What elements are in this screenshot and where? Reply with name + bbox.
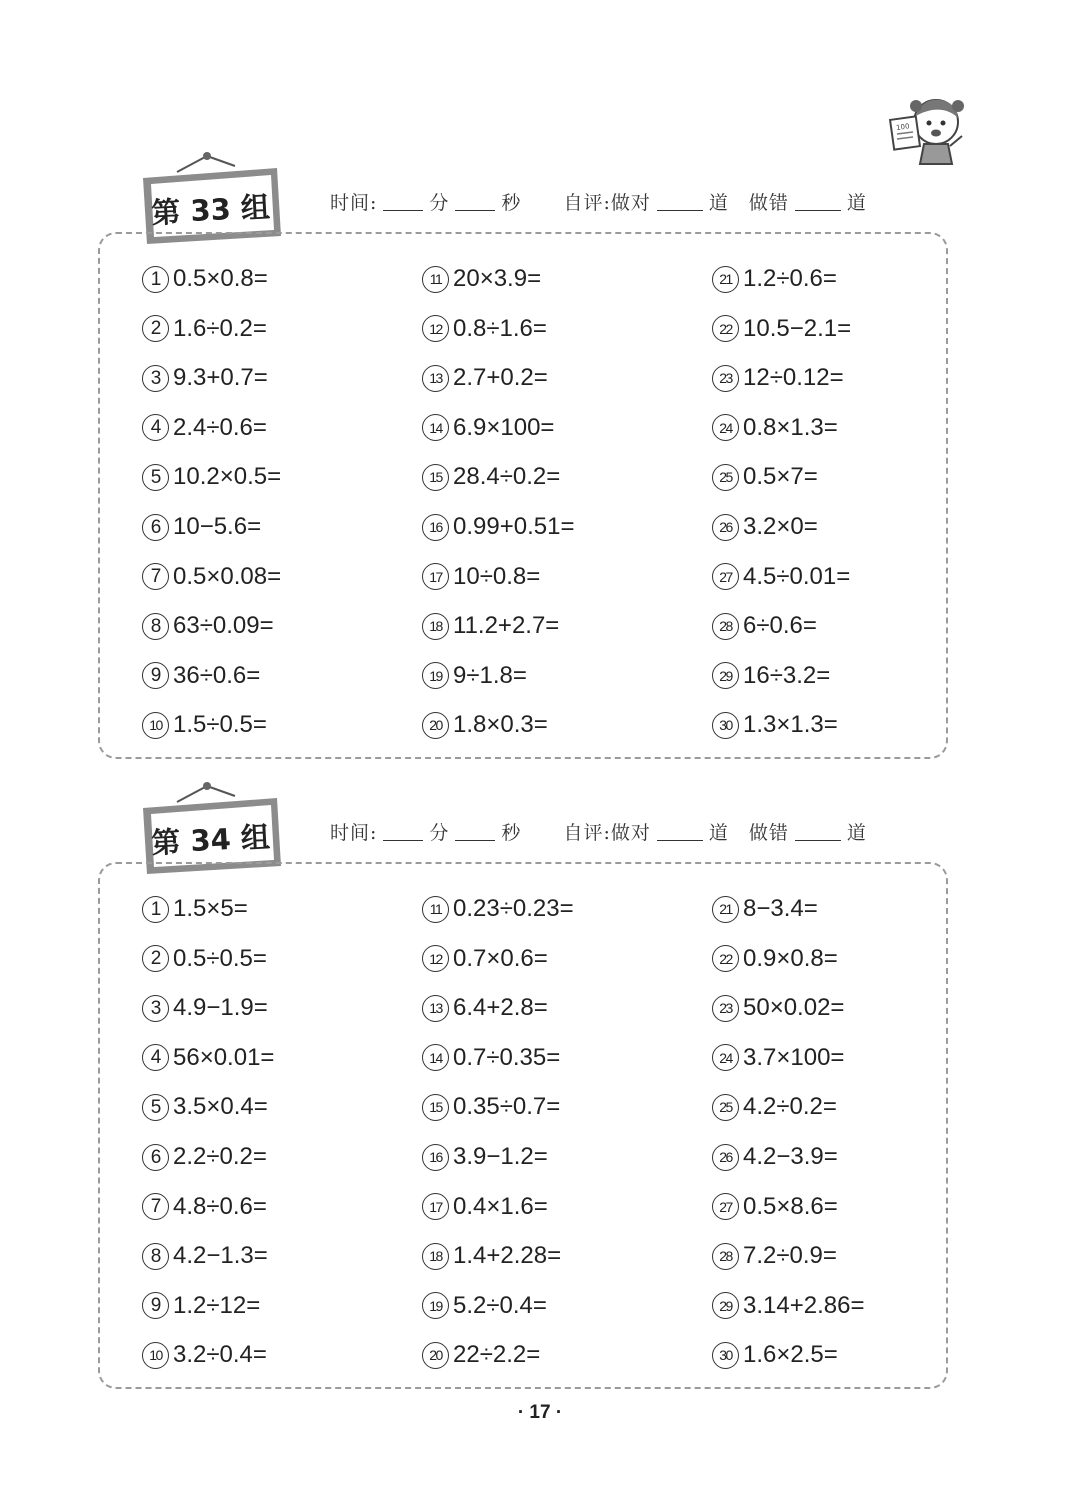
problem-number: 30: [712, 1342, 739, 1369]
problem-expression: 50×0.02=: [743, 994, 845, 1022]
problem-item: [142, 1189, 267, 1225]
problem-item: [422, 360, 548, 396]
problem-number: 10: [142, 712, 169, 739]
problem-expression: 1.3×1.3=: [743, 711, 838, 739]
wrong-blank[interactable]: [795, 822, 841, 841]
problem-number: 23: [712, 995, 739, 1022]
problem-number: 17: [422, 1193, 449, 1220]
problem-item: [142, 1139, 267, 1175]
page-number: · 17 ·: [517, 1402, 563, 1423]
problem-number: 3: [142, 995, 169, 1022]
problem-item: [142, 459, 281, 495]
problem-expression: 10.5−2.1=: [743, 314, 852, 342]
problem-number: 9: [142, 662, 169, 689]
problem-number: 14: [422, 414, 449, 441]
problem-number: 6: [142, 514, 169, 541]
score-line: [330, 188, 867, 215]
problem-number: 27: [712, 563, 739, 590]
problem-item: [142, 559, 281, 595]
problem-number: 24: [712, 414, 739, 441]
problem-expression: 6.4+2.8=: [453, 994, 548, 1022]
problem-expression: 0.7×0.6=: [453, 944, 548, 972]
problem-expression: 0.99+0.51=: [453, 513, 575, 540]
problem-item: [422, 1288, 547, 1324]
problem-item: [422, 658, 527, 694]
problem-item: [142, 509, 261, 545]
problem-expression: 0.5×8.6=: [743, 1192, 838, 1220]
problem-number: 26: [712, 1144, 739, 1171]
second-label: 秒: [501, 192, 522, 214]
problem-expression: 0.7÷0.35=: [453, 1043, 561, 1071]
problem-item: [422, 1040, 560, 1076]
problem-item: [142, 360, 268, 396]
problem-item: [712, 1139, 838, 1175]
problem-item: [142, 311, 267, 347]
problem-expression: 0.5×7=: [743, 463, 818, 491]
score-line: [330, 818, 867, 845]
problem-item: [422, 1139, 548, 1175]
problem-expression: 10.2×0.5=: [173, 463, 282, 491]
problem-item: [142, 410, 267, 446]
problem-number: 25: [712, 464, 739, 491]
group-34-header: [135, 780, 935, 870]
problem-item: [712, 410, 838, 446]
wrong-label: 做错: [748, 192, 789, 214]
problem-item: [422, 459, 560, 495]
problem-number: 5: [142, 1094, 169, 1121]
group-title: 第 33 组: [150, 189, 271, 230]
problem-expression: 28.4÷0.2=: [453, 463, 561, 491]
problem-number: 15: [422, 1094, 449, 1121]
second-blank[interactable]: [455, 192, 495, 211]
problem-item: [142, 1337, 267, 1373]
problem-number: 4: [142, 414, 169, 441]
problem-expression: 4.5÷0.01=: [743, 562, 851, 590]
problem-number: 29: [712, 662, 739, 689]
problem-expression: 12÷0.12=: [743, 364, 844, 392]
problem-expression: 10−5.6=: [173, 513, 262, 540]
problem-expression: 63÷0.09=: [173, 612, 274, 640]
problem-expression: 0.8÷1.6=: [453, 314, 547, 342]
problem-item: [422, 707, 548, 743]
problem-expression: 0.4×1.6=: [453, 1192, 548, 1220]
problem-item: [422, 509, 574, 545]
problem-number: 10: [142, 1342, 169, 1369]
problem-number: 17: [422, 563, 449, 590]
problem-expression: 0.5×0.08=: [173, 562, 282, 590]
problem-item: [712, 1288, 864, 1324]
problem-item: [142, 608, 274, 644]
self-eval-label: 自评:做对: [563, 822, 651, 844]
problem-item: [142, 707, 267, 743]
problem-item: [422, 261, 541, 297]
problem-number: 29: [712, 1292, 739, 1319]
problem-item: [712, 509, 818, 545]
problem-number: 30: [712, 712, 739, 739]
problem-item: [712, 261, 837, 297]
problem-expression: 6÷0.6=: [743, 612, 817, 640]
problem-expression: 2.2÷0.2=: [173, 1143, 267, 1170]
problem-item: [142, 941, 267, 977]
problem-expression: 1.2÷12=: [173, 1291, 261, 1319]
problem-number: 20: [422, 712, 449, 739]
problem-expression: 1.6×2.5=: [743, 1341, 838, 1369]
problem-item: [422, 941, 548, 977]
problem-item: [422, 608, 559, 644]
minute-blank[interactable]: [383, 822, 423, 841]
problem-number: 18: [422, 1243, 449, 1270]
problem-number: 12: [422, 945, 449, 972]
problem-item: [422, 1238, 561, 1274]
problem-number: 22: [712, 945, 739, 972]
correct-blank[interactable]: [657, 192, 703, 211]
problem-number: 6: [142, 1144, 169, 1171]
problem-number: 13: [422, 995, 449, 1022]
problem-expression: 4.9−1.9=: [173, 994, 268, 1022]
problem-item: [142, 1089, 268, 1125]
problem-number: 18: [422, 613, 449, 640]
second-label: 秒: [501, 822, 522, 844]
problem-item: [712, 608, 817, 644]
problem-expression: 4.2−3.9=: [743, 1143, 838, 1170]
problem-number: 14: [422, 1044, 449, 1071]
problem-expression: 2.4÷0.6=: [173, 413, 267, 441]
wrong-label: 做错: [748, 822, 789, 844]
problem-expression: 6.9×100=: [453, 413, 555, 441]
problem-number: 1: [142, 896, 169, 923]
problem-number: 22: [712, 315, 739, 342]
problem-item: [712, 311, 851, 347]
problem-number: 28: [712, 1243, 739, 1270]
problem-expression: 3.2×0=: [743, 513, 818, 540]
problem-expression: 11.2+2.7=: [453, 612, 560, 640]
problem-item: [422, 891, 574, 927]
problem-number: 28: [712, 613, 739, 640]
problem-expression: 20×3.9=: [453, 265, 542, 292]
problem-item: [142, 1288, 260, 1324]
problem-number: 5: [142, 464, 169, 491]
problem-item: [142, 891, 248, 927]
time-label: 时间:: [330, 192, 378, 214]
problem-expression: 56×0.01=: [173, 1043, 275, 1071]
problem-item: [422, 311, 547, 347]
minute-blank[interactable]: [383, 192, 423, 211]
problem-number: 2: [142, 315, 169, 342]
problem-expression: 5.2÷0.4=: [453, 1291, 547, 1319]
problem-number: 27: [712, 1193, 739, 1220]
problem-number: 20: [422, 1342, 449, 1369]
problem-number: 26: [712, 514, 739, 541]
problem-item: [422, 559, 540, 595]
problem-item: [142, 990, 268, 1026]
second-blank[interactable]: [455, 822, 495, 841]
problem-number: 25: [712, 1094, 739, 1121]
problem-item: [712, 658, 830, 694]
problem-item: [422, 1189, 548, 1225]
problem-expression: 7.2÷0.9=: [743, 1242, 837, 1270]
problem-item: [142, 1238, 268, 1274]
problem-expression: 2.7+0.2=: [453, 364, 548, 392]
problem-expression: 4.2−1.3=: [173, 1242, 268, 1270]
problem-expression: 36÷0.6=: [173, 661, 261, 689]
problem-expression: 1.6÷0.2=: [173, 314, 267, 342]
problem-item: [712, 1189, 838, 1225]
problem-number: 12: [422, 315, 449, 342]
problem-item: [712, 1040, 844, 1076]
problem-item: [712, 1089, 837, 1125]
problem-item: [422, 1337, 540, 1373]
problem-number: 4: [142, 1044, 169, 1071]
problem-number: 11: [422, 266, 449, 293]
problem-item: [712, 459, 818, 495]
problem-expression: 1.4+2.28=: [453, 1242, 562, 1270]
problem-number: 21: [712, 896, 739, 923]
problem-number: 7: [142, 1193, 169, 1220]
problem-expression: 3.5×0.4=: [173, 1093, 268, 1121]
problem-expression: 3.2÷0.4=: [173, 1341, 267, 1369]
problem-number: 15: [422, 464, 449, 491]
problem-item: [712, 941, 838, 977]
minute-label: 分: [429, 192, 450, 214]
wrong-blank[interactable]: [795, 192, 841, 211]
unit-label: 道: [846, 822, 867, 844]
correct-blank[interactable]: [657, 822, 703, 841]
problem-box-34: [98, 862, 948, 1389]
problem-item: [712, 1238, 837, 1274]
problem-expression: 0.23÷0.23=: [453, 895, 574, 922]
problem-expression: 8−3.4=: [743, 895, 818, 922]
problem-number: 21: [712, 266, 739, 293]
problem-item: [712, 707, 838, 743]
problem-expression: 22÷2.2=: [453, 1341, 541, 1369]
problem-number: 11: [422, 896, 449, 923]
problem-item: [712, 990, 844, 1026]
problem-item: [712, 559, 850, 595]
problem-item: [422, 1089, 560, 1125]
problem-number: 9: [142, 1292, 169, 1319]
problem-number: 8: [142, 1243, 169, 1270]
problem-item: [142, 1040, 274, 1076]
group-33-header: [135, 150, 935, 240]
problem-item: [712, 1337, 838, 1373]
problem-expression: 3.14+2.86=: [743, 1291, 865, 1319]
self-eval-label: 自评:做对: [563, 192, 651, 214]
problem-expression: 1.5×5=: [173, 895, 248, 922]
problem-expression: 9.3+0.7=: [173, 364, 268, 392]
problem-expression: 1.8×0.3=: [453, 711, 548, 739]
problem-expression: 4.8÷0.6=: [173, 1192, 267, 1220]
problem-number: 3: [142, 365, 169, 392]
problem-expression: 3.9−1.2=: [453, 1143, 548, 1170]
problem-number: 23: [712, 365, 739, 392]
problem-number: 2: [142, 945, 169, 972]
unit-label: 道: [708, 822, 729, 844]
problem-number: 16: [422, 514, 449, 541]
problem-item: [422, 990, 548, 1026]
group-title: 第 34 组: [150, 819, 271, 860]
problem-expression: 16÷3.2=: [743, 661, 831, 689]
problem-item: [712, 891, 818, 927]
problem-number: 19: [422, 662, 449, 689]
problem-number: 24: [712, 1044, 739, 1071]
problem-number: 13: [422, 365, 449, 392]
problem-expression: 0.5×0.8=: [173, 265, 268, 292]
problem-box-33: [98, 232, 948, 759]
problem-expression: 0.5÷0.5=: [173, 944, 267, 972]
problem-number: 7: [142, 563, 169, 590]
problem-expression: 4.2÷0.2=: [743, 1093, 837, 1121]
problem-item: [142, 658, 260, 694]
problem-number: 1: [142, 266, 169, 293]
problem-expression: 1.2÷0.6=: [743, 265, 837, 292]
unit-label: 道: [708, 192, 729, 214]
time-label: 时间:: [330, 822, 378, 844]
problem-expression: 1.5÷0.5=: [173, 711, 267, 739]
problem-item: [712, 360, 844, 396]
problem-expression: 9÷1.8=: [453, 661, 527, 689]
problem-expression: 0.35÷0.7=: [453, 1093, 561, 1121]
problem-item: [422, 410, 554, 446]
problem-number: 19: [422, 1292, 449, 1319]
problem-expression: 0.8×1.3=: [743, 413, 838, 441]
problem-number: 8: [142, 613, 169, 640]
problem-item: [142, 261, 268, 297]
svg-text:100: 100: [895, 122, 911, 133]
problem-expression: 0.9×0.8=: [743, 944, 838, 972]
minute-label: 分: [429, 822, 450, 844]
problem-number: 16: [422, 1144, 449, 1171]
unit-label: 道: [846, 192, 867, 214]
problem-expression: 3.7×100=: [743, 1043, 845, 1071]
problem-expression: 10÷0.8=: [453, 562, 541, 590]
